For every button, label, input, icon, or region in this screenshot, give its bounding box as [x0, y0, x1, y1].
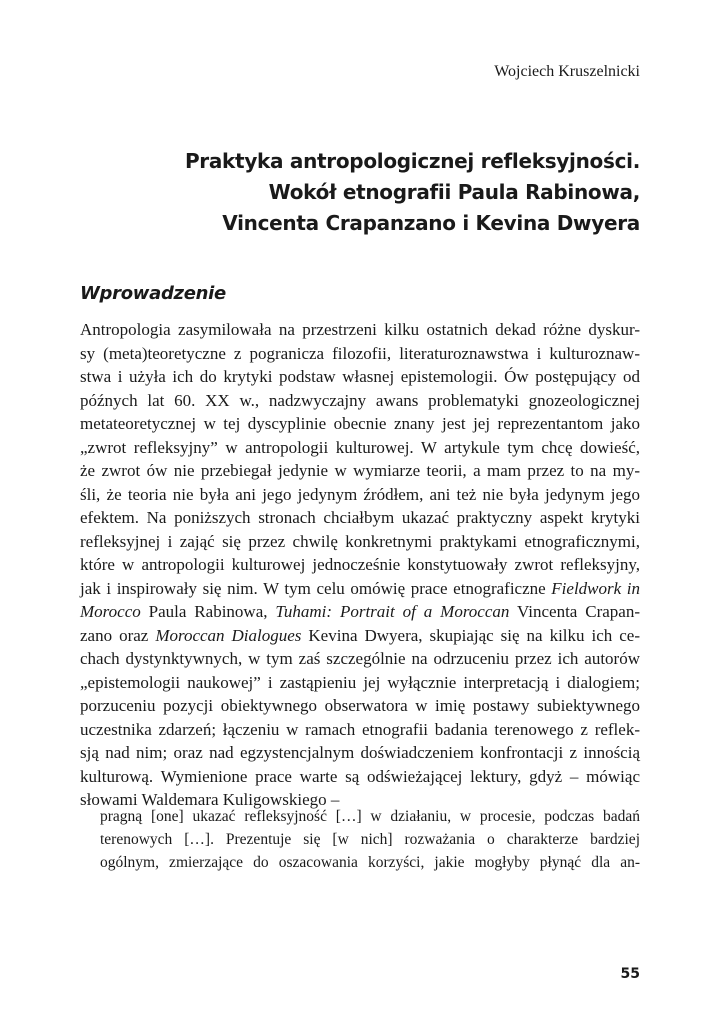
- body-line: [80, 600, 640, 624]
- body-text-run: Vincenta Crapan-: [509, 602, 640, 621]
- body-line: sją nad nim; oraz nad egzystencjalnym doświadczeniem konfrontacji z innością: [80, 743, 640, 762]
- quote-line: pragną [one] ukazać refleksyjność […] w działaniu, w procesie, podczas badań: [100, 808, 640, 825]
- body-line: śli, że teoria nie była ani jego jedynym źródłem, ani też nie była jedynym jego: [80, 484, 640, 504]
- body-line: że zwrot ów nie przebiegał jedynie w wymiarze teorii, a mam przez to na my-: [80, 461, 640, 480]
- body-text-run: Kevina Dwyera, skupiając się na kilku ich ce-: [301, 625, 641, 645]
- article-title: [80, 146, 640, 239]
- body-text-run: Paula Rabinowa,: [140, 602, 276, 621]
- body-line: [80, 577, 640, 601]
- body-text-run: jak i inspirowały się nim. W tym celu omówię prace etnograficzne: [80, 578, 552, 598]
- body-line: chach dystynktywnych, w tym zaś szczególnie na odrzuceniu przez ich autorów: [80, 649, 640, 668]
- body-line: późnych lat 60. XX w., nadzwyczajny awans problematyki gnozeologicznej: [80, 390, 640, 410]
- body-line: efektem. Na poniższych stronach chciałbym ukazać praktyczny aspekt krytyki: [80, 508, 640, 527]
- body-line: porzuceniu pozycji obiektywnego obserwatora w imię postawy subiektywnego: [80, 696, 640, 715]
- body-line: stwa i użyła ich do krytyki podstaw własnej epistemologii. Ów postępujący od: [80, 367, 640, 386]
- book-title-moroccan-dialogues: Moroccan Dialogues: [155, 625, 302, 645]
- body-line: uczestnika zdarzeń; łączeniu w ramach etnografii badania terenowego z reflek-: [80, 719, 640, 739]
- body-paragraph: [80, 318, 640, 812]
- title-line: Praktyka antropologicznej refleksyjności.: [184, 149, 640, 173]
- body-line: Antropologia zasymilowała na przestrzeni kilku ostatnich dekad różne dyskur-: [80, 320, 640, 339]
- book-title-morocco: Morocco: [80, 602, 141, 621]
- title-line: Vincenta Crapanzano i Kevina Dwyera: [222, 211, 640, 235]
- quote-line: ogólnym, zmierzające do oszacowania korzyści, jakie mogłyby płynąć dla an-: [100, 854, 640, 871]
- page-number: 55: [620, 966, 640, 982]
- body-line: refleksyjnej i zająć się przez chwilę konkretnymi praktykami etnograficznymi,: [80, 531, 640, 551]
- body-line: słowami Waldemara Kuligowskiego –: [80, 790, 340, 809]
- book-title-fieldwork: Fieldwork in: [551, 578, 641, 598]
- body-text-run: zano oraz: [80, 625, 156, 645]
- section-heading: Wprowadzenie: [80, 283, 226, 304]
- body-line: metateoretycznej w tej dyscyplinie obecnie znany jest jej reprezentantom jako: [80, 414, 640, 433]
- body-line: sy (meta)teoretyczne z pogranicza filozofii, literaturoznawstwa i kulturoznaw-: [80, 343, 640, 363]
- body-line: „zwrot refleksyjny” w antropologii kulturowej. W artykule tym chcę dowieść,: [80, 437, 640, 457]
- body-line: [80, 624, 640, 648]
- running-header-author: Wojciech Kruszelnicki: [494, 63, 640, 80]
- body-line: „epistemologii naukowej” i zastąpieniu jej wyłącznie interpretacją i dialogiem;: [80, 672, 640, 692]
- body-line: które w antropologii kulturowej jednocześnie konstytuowały zwrot refleksyjny,: [80, 555, 640, 574]
- block-quote: [100, 805, 640, 874]
- quote-line: terenowych […]. Prezentuje się [w nich] rozważania o charakterze bardziej: [100, 831, 640, 848]
- book-title-tuhami: Tuhami: Portrait of a Moroccan: [275, 602, 510, 621]
- title-line: Wokół etnografii Paula Rabinowa,: [268, 180, 640, 204]
- body-line: kulturową. Wymienione prace warte są odświeżającej lektury, gdyż – mówiąc: [80, 766, 640, 786]
